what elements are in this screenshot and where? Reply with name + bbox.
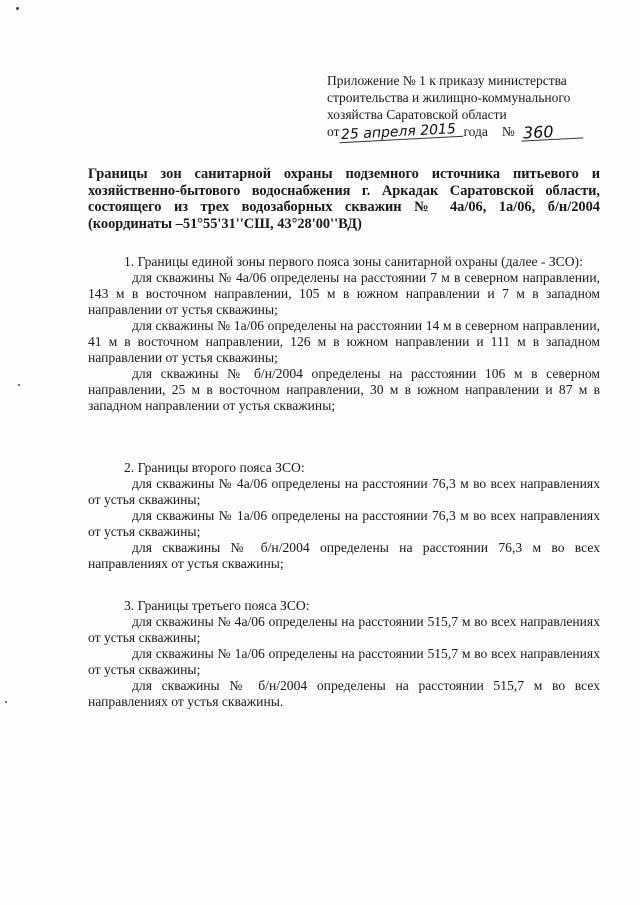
section-heading: 2. Границы второго пояса ЗСО: xyxy=(124,460,305,475)
section-heading: 3. Границы третьего пояса ЗСО: xyxy=(124,598,310,613)
document-title xyxy=(88,166,600,232)
title-line: Границы зон санитарной охраны подземного источника питьевого и xyxy=(88,166,600,182)
section-paragraph: для скважины № 1а/06 определены на расстоянии 14 м в северном направлении, 41 м в восточном направлении, 126 м в южном направлении и 111 м в западном направлении от устья скважины; xyxy=(88,318,600,365)
order-date-line xyxy=(327,121,617,144)
section-second-belt xyxy=(88,460,600,572)
section-paragraph: для скважины № 4а/06 определены на расстоянии 515,7 м во всех направлениях от устья скважины; xyxy=(88,614,600,645)
scan-mark xyxy=(16,7,19,10)
appendix-line: Приложение № 1 к приказу министерства xyxy=(327,73,567,88)
scan-mark xyxy=(18,384,20,386)
section-third-belt xyxy=(88,598,600,710)
appendix-line: строительства и жилищно-коммунального xyxy=(327,90,571,105)
section-paragraph: для скважины № б/н/2004 определены на расстоянии 515,7 м во всех направлениях от устья скважины. xyxy=(88,678,600,709)
section-paragraph: для скважины № б/н/2004 определены на расстоянии 76,3 м во всех направлениях от устья скважины; xyxy=(88,540,600,571)
section-paragraph: для скважины № б/н/2004 определены на расстоянии 106 м в северном направлении, 25 м в восточном направлении, 30 м в южном направлении и 87 м в западном направлении от устья скважины; xyxy=(88,366,600,413)
year-label: года xyxy=(463,124,488,139)
scan-mark xyxy=(5,701,7,703)
handwritten-date: 25 апреля 2015 xyxy=(339,122,464,143)
section-paragraph: для скважины № 1а/06 определены на расстоянии 76,3 м во всех направлениях от устья скважины; xyxy=(88,508,600,539)
title-line: состоящего из трех водозаборных скважин № 4а/06, 1а/06, б/н/2004 xyxy=(88,199,600,215)
section-first-belt xyxy=(88,254,600,414)
section-paragraph: для скважины № 4а/06 определены на расстоянии 7 м в северном направлении, 143 м в восточном направлении, 105 м в южном направлении и 7 м в западном направлении от устья скважины; xyxy=(88,270,600,317)
appendix-header xyxy=(327,72,617,144)
section-paragraph: для скважины № 1а/06 определены на расстоянии 515,7 м во всех направлениях от устья скважины; xyxy=(88,646,600,677)
title-line: (координаты –51°55'31''СШ, 43°28'00''ВД) xyxy=(88,215,362,232)
title-line: хозяйственно-бытового водоснабжения г. Аркадак Саратовской области, xyxy=(88,182,600,199)
appendix-line: хозяйства Саратовской области xyxy=(327,107,507,122)
number-prefix: № xyxy=(501,124,515,139)
handwritten-number: 360 xyxy=(520,123,583,141)
section-heading: 1. Границы единой зоны первого пояса зоны санитарной охраны (далее - ЗСО): xyxy=(124,254,583,269)
section-paragraph: для скважины № 4а/06 определены на расстоянии 76,3 м во всех направлениях от устья скважины; xyxy=(88,476,600,507)
date-prefix: от xyxy=(327,124,340,139)
